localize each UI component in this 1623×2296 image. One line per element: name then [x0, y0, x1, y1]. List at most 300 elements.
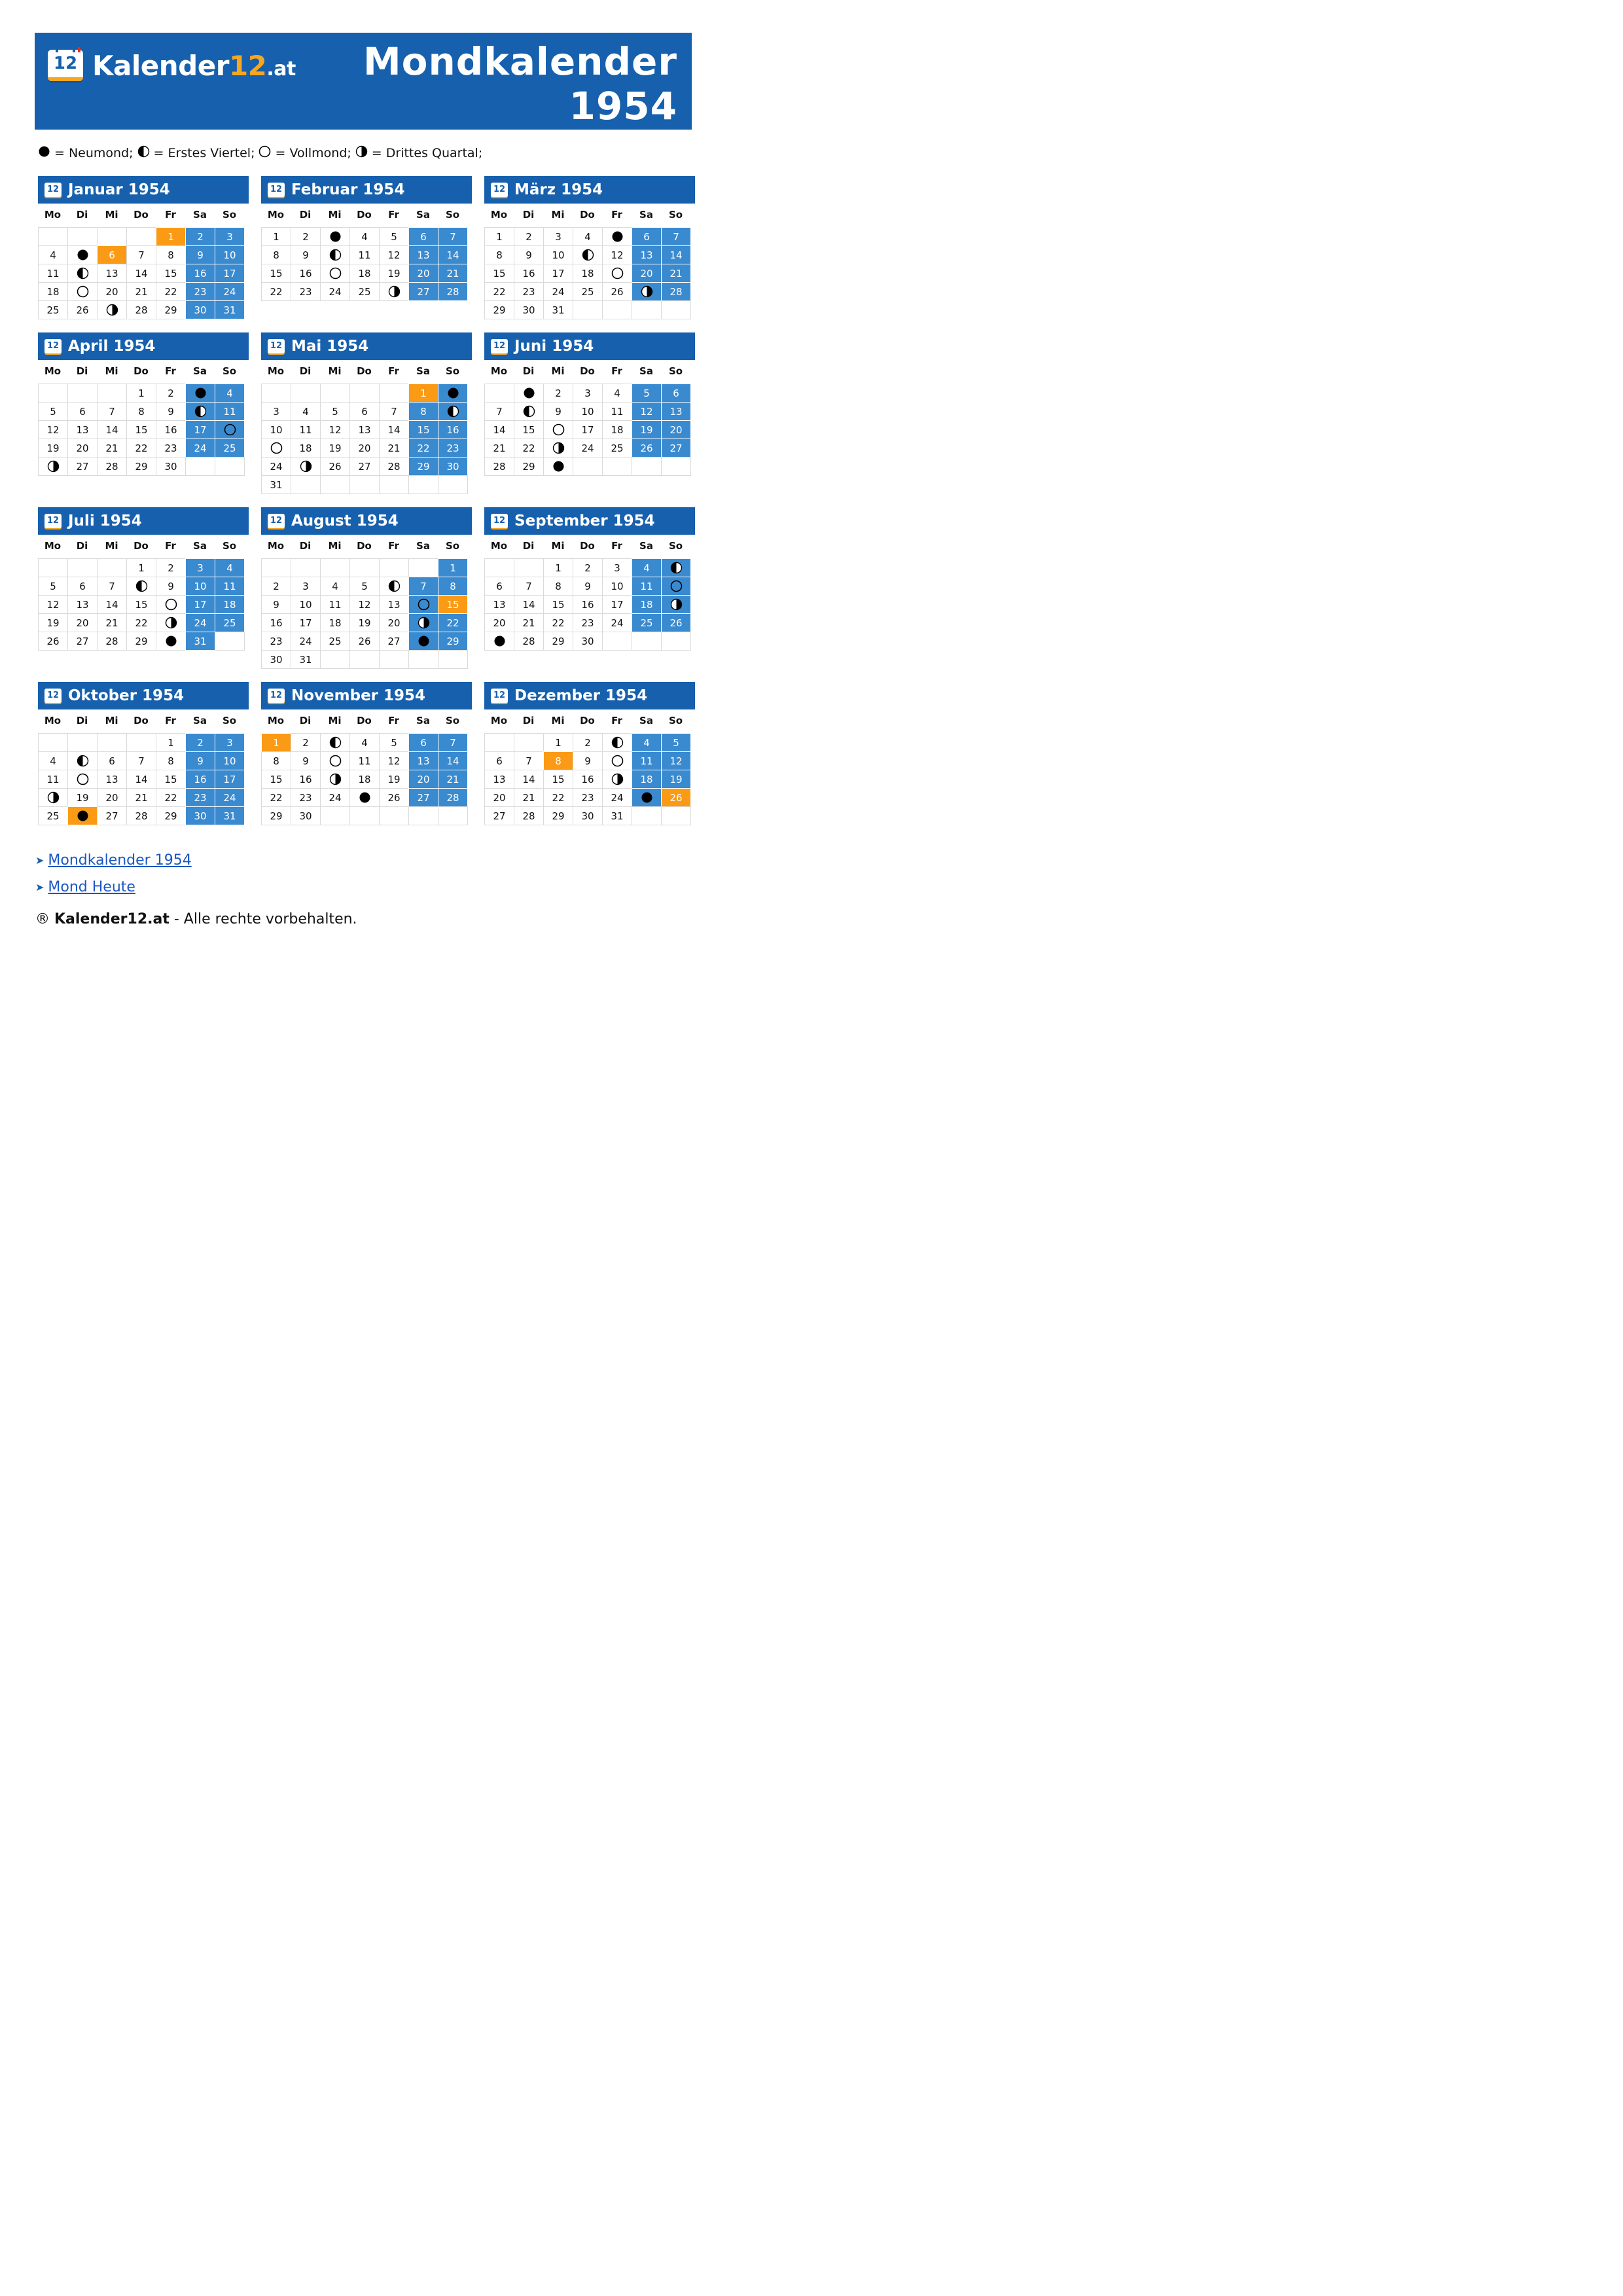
day-cell: 21 [438, 264, 468, 283]
day-cell: 16 [185, 770, 215, 789]
day-cell [156, 595, 186, 614]
day-cell: 24 [543, 282, 573, 301]
day-cell: 14 [514, 770, 544, 789]
day-cell: 9 [543, 402, 573, 421]
month-header [261, 507, 472, 535]
day-cell: 10 [602, 577, 632, 596]
weekday-label: Mo [490, 540, 508, 552]
calendar-icon: 12 [491, 514, 508, 528]
day-cell: 23 [291, 282, 321, 301]
empty-day-cell [661, 806, 691, 825]
day-cell: 7 [97, 577, 127, 596]
day-cell: 20 [67, 439, 98, 457]
empty-day-cell [67, 558, 98, 577]
weekday-label: Do [134, 540, 149, 552]
day-cell: 5 [661, 733, 691, 752]
day-cell: 21 [97, 613, 127, 632]
day-cell: 2 [543, 384, 573, 403]
day-cell [543, 457, 573, 476]
day-cell: 14 [379, 420, 409, 439]
empty-day-cell [379, 650, 409, 669]
weekday-label: Sa [416, 365, 430, 377]
day-cell: 10 [261, 420, 291, 439]
weekday-header [261, 709, 472, 732]
day-cell: 30 [185, 300, 215, 319]
empty-day-cell [97, 227, 127, 246]
day-cell: 1 [126, 384, 156, 403]
day-cell [67, 282, 98, 301]
day-cell: 2 [291, 733, 321, 752]
day-cell [661, 558, 691, 577]
day-cell: 10 [185, 577, 215, 596]
empty-day-cell [632, 457, 662, 476]
weekday-label: So [445, 365, 460, 377]
day-cell: 22 [261, 788, 291, 807]
weekday-label: So [668, 715, 683, 726]
day-cell: 6 [408, 227, 438, 246]
weekday-header [38, 360, 249, 382]
weekday-label: Do [134, 209, 149, 221]
day-cell: 29 [156, 806, 186, 825]
weekday-label: Di [299, 365, 312, 377]
empty-day-cell [379, 475, 409, 494]
day-cell: 9 [514, 245, 544, 264]
weekday-label: Sa [193, 715, 207, 726]
day-cell: 5 [349, 577, 380, 596]
day-cell: 14 [661, 245, 691, 264]
day-cell: 20 [408, 770, 438, 789]
weekday-header [38, 535, 249, 557]
empty-day-cell [67, 227, 98, 246]
day-cell: 27 [67, 457, 98, 476]
day-cell: 11 [38, 770, 68, 789]
empty-day-cell [661, 300, 691, 319]
full-moon-icon [611, 267, 624, 279]
day-cell: 19 [379, 770, 409, 789]
weekday-label: Mo [44, 715, 62, 726]
day-cell: 22 [438, 613, 468, 632]
day-cell [602, 770, 632, 789]
day-cell: 1 [438, 558, 468, 577]
empty-day-cell [291, 475, 321, 494]
day-cell: 12 [379, 751, 409, 770]
calendar-icon: 12 [268, 183, 285, 197]
day-cell: 7 [408, 577, 438, 596]
day-cell: 7 [126, 245, 156, 264]
day-cell [185, 384, 215, 403]
calendar-icon: 12 [491, 339, 508, 353]
weekday-label: Mi [551, 540, 565, 552]
day-cell [320, 770, 350, 789]
empty-day-cell [408, 475, 438, 494]
month-title: September 1954 [514, 512, 655, 529]
day-cell: 1 [261, 733, 291, 752]
empty-day-cell [38, 384, 68, 403]
weekday-label: Mo [44, 365, 62, 377]
day-cell: 17 [602, 595, 632, 614]
day-cell: 7 [484, 402, 514, 421]
empty-day-cell [349, 650, 380, 669]
day-cell: 20 [97, 788, 127, 807]
day-cell: 20 [484, 613, 514, 632]
empty-day-cell [661, 457, 691, 476]
day-grid [484, 733, 695, 825]
weekday-label: So [222, 540, 237, 552]
day-grid [484, 227, 695, 319]
empty-day-cell [97, 384, 127, 403]
day-cell: 24 [215, 788, 245, 807]
day-cell [484, 632, 514, 651]
full-moon-icon [552, 423, 565, 436]
day-grid [484, 384, 695, 475]
day-cell: 3 [291, 577, 321, 596]
footer-text: - Alle rechte vorbehalten. [169, 911, 357, 927]
day-cell: 27 [408, 282, 438, 301]
month-header [261, 682, 472, 709]
day-cell: 25 [38, 806, 68, 825]
day-grid [261, 227, 472, 300]
empty-day-cell [514, 558, 544, 577]
day-cell: 25 [215, 439, 245, 457]
day-cell: 17 [543, 264, 573, 283]
day-cell: 5 [379, 227, 409, 246]
day-cell: 25 [349, 282, 380, 301]
weekday-label: Fr [165, 540, 176, 552]
weekday-label: Mi [551, 715, 565, 726]
link-mondkalender[interactable]: Mondkalender 1954 [48, 852, 192, 869]
last-quarter-icon [552, 442, 565, 454]
day-cell: 21 [514, 788, 544, 807]
day-cell [215, 420, 245, 439]
weekday-label: Mo [267, 209, 285, 221]
first-quarter-icon [329, 249, 342, 261]
day-cell: 20 [408, 264, 438, 283]
day-cell: 18 [632, 770, 662, 789]
weekday-label: Sa [639, 715, 653, 726]
site-logo[interactable] [48, 47, 296, 84]
weekday-header [261, 204, 472, 226]
empty-day-cell [484, 558, 514, 577]
weekday-label: Sa [639, 540, 653, 552]
day-cell: 9 [185, 245, 215, 264]
new-moon-icon [194, 387, 207, 399]
day-cell: 4 [349, 227, 380, 246]
day-cell [38, 788, 68, 807]
empty-day-cell [185, 457, 215, 476]
first-quarter-icon [77, 755, 89, 767]
full-moon-icon [329, 267, 342, 279]
month-title: April 1954 [68, 338, 156, 355]
day-cell: 24 [185, 439, 215, 457]
day-cell: 4 [632, 558, 662, 577]
day-cell [379, 577, 409, 596]
day-cell: 15 [543, 770, 573, 789]
day-cell: 23 [291, 788, 321, 807]
empty-day-cell [349, 384, 380, 403]
empty-day-cell [408, 558, 438, 577]
full-moon-icon [329, 755, 342, 767]
day-cell: 3 [215, 733, 245, 752]
weekday-label: Di [76, 209, 88, 221]
day-cell: 26 [379, 788, 409, 807]
first-quarter-icon [447, 405, 459, 418]
link-mond-heute[interactable]: Mond Heute [48, 879, 135, 895]
weekday-label: Fr [165, 209, 176, 221]
day-cell [291, 457, 321, 476]
day-cell: 20 [632, 264, 662, 283]
day-cell: 15 [126, 595, 156, 614]
day-cell: 20 [379, 613, 409, 632]
first-quarter-icon [77, 267, 89, 279]
month-header [261, 176, 472, 204]
last-quarter-icon [418, 617, 430, 629]
day-cell: 13 [484, 770, 514, 789]
full-moon-icon [259, 145, 271, 161]
day-cell: 7 [379, 402, 409, 421]
new-moon-icon [359, 791, 371, 804]
weekday-label: Mo [44, 209, 62, 221]
legend-label: = Erstes Viertel; [153, 146, 255, 160]
day-cell: 22 [126, 439, 156, 457]
empty-day-cell [602, 457, 632, 476]
day-cell: 23 [573, 613, 603, 632]
month-header [38, 332, 249, 360]
weekday-header [484, 709, 695, 732]
empty-day-cell [349, 558, 380, 577]
day-cell: 14 [438, 245, 468, 264]
weekday-header [38, 204, 249, 226]
day-cell: 22 [543, 788, 573, 807]
day-cell: 1 [543, 733, 573, 752]
title-line-1: Mondkalender [363, 39, 677, 84]
weekday-label: So [445, 209, 460, 221]
day-cell: 12 [379, 245, 409, 264]
weekday-label: Di [299, 715, 312, 726]
day-cell: 13 [379, 595, 409, 614]
day-cell: 5 [38, 402, 68, 421]
day-cell: 23 [156, 439, 186, 457]
footer-brand: Kalender12.at [54, 911, 169, 927]
day-cell: 7 [438, 227, 468, 246]
day-cell: 8 [156, 751, 186, 770]
day-cell: 29 [543, 806, 573, 825]
day-cell [320, 733, 350, 752]
day-cell: 27 [661, 439, 691, 457]
month-header [261, 332, 472, 360]
empty-day-cell [661, 632, 691, 651]
empty-day-cell [215, 457, 245, 476]
last-quarter-icon [47, 460, 60, 473]
weekday-label: Sa [416, 209, 430, 221]
first-quarter-icon [135, 580, 148, 592]
day-cell: 2 [573, 558, 603, 577]
last-quarter-icon [641, 285, 653, 298]
empty-day-cell [291, 384, 321, 403]
day-cell: 7 [438, 733, 468, 752]
day-cell: 17 [185, 420, 215, 439]
full-moon-icon [77, 285, 89, 298]
day-cell: 8 [543, 577, 573, 596]
day-cell [379, 282, 409, 301]
day-cell [320, 227, 350, 246]
day-cell: 28 [514, 632, 544, 651]
day-cell: 11 [632, 751, 662, 770]
day-cell: 13 [408, 245, 438, 264]
weekday-label: Sa [193, 365, 207, 377]
day-cell: 8 [261, 245, 291, 264]
empty-day-cell [379, 806, 409, 825]
month-title: Juni 1954 [514, 338, 594, 355]
day-cell: 21 [379, 439, 409, 457]
full-moon-icon [270, 442, 283, 454]
weekday-label: Di [522, 540, 535, 552]
day-cell: 7 [661, 227, 691, 246]
day-cell: 30 [438, 457, 468, 476]
day-cell: 31 [602, 806, 632, 825]
day-cell: 6 [349, 402, 380, 421]
day-cell: 2 [185, 733, 215, 752]
day-cell: 14 [514, 595, 544, 614]
day-cell: 10 [215, 751, 245, 770]
day-cell: 11 [632, 577, 662, 596]
first-quarter-icon [582, 249, 594, 261]
title-line-2: 1954 [569, 84, 677, 128]
day-cell: 7 [126, 751, 156, 770]
day-grid [38, 558, 249, 650]
weekday-label: Do [357, 209, 372, 221]
day-cell: 18 [573, 264, 603, 283]
weekday-label: Fr [611, 365, 622, 377]
empty-day-cell [602, 632, 632, 651]
weekday-label: Sa [639, 365, 653, 377]
day-cell: 4 [349, 733, 380, 752]
registered-icon: ® [35, 911, 50, 927]
first-quarter-icon [137, 145, 150, 161]
day-cell: 2 [261, 577, 291, 596]
day-cell: 13 [408, 751, 438, 770]
day-cell: 3 [573, 384, 603, 403]
month-header [484, 176, 695, 204]
day-cell: 15 [484, 264, 514, 283]
day-cell: 7 [514, 577, 544, 596]
weekday-label: So [668, 540, 683, 552]
first-quarter-icon [523, 405, 535, 418]
day-cell: 9 [185, 751, 215, 770]
empty-day-cell [438, 650, 468, 669]
day-cell: 16 [261, 613, 291, 632]
weekday-label: Mo [490, 715, 508, 726]
day-cell: 27 [349, 457, 380, 476]
empty-day-cell [320, 650, 350, 669]
calendar-icon: 12 [45, 183, 62, 197]
day-cell: 10 [573, 402, 603, 421]
day-cell: 24 [185, 613, 215, 632]
day-cell: 4 [215, 558, 245, 577]
day-grid [261, 384, 472, 493]
day-cell: 21 [514, 613, 544, 632]
day-cell: 26 [349, 632, 380, 651]
new-moon-icon [329, 230, 342, 243]
day-cell: 4 [291, 402, 321, 421]
weekday-label: Do [580, 209, 595, 221]
weekday-label: Fr [388, 540, 399, 552]
day-cell: 23 [261, 632, 291, 651]
day-cell: 2 [573, 733, 603, 752]
day-cell: 28 [438, 788, 468, 807]
day-cell: 18 [291, 439, 321, 457]
day-cell: 16 [573, 770, 603, 789]
day-cell: 11 [349, 751, 380, 770]
day-cell [97, 300, 127, 319]
day-cell [67, 245, 98, 264]
empty-day-cell [632, 300, 662, 319]
day-cell: 3 [602, 558, 632, 577]
last-quarter-icon [388, 285, 401, 298]
day-cell: 22 [156, 788, 186, 807]
day-cell: 19 [67, 788, 98, 807]
day-cell: 28 [97, 457, 127, 476]
day-grid [484, 558, 695, 650]
day-cell: 19 [320, 439, 350, 457]
weekday-label: Fr [611, 715, 622, 726]
weekday-label: Di [522, 209, 535, 221]
weekday-label: Di [76, 715, 88, 726]
month-title: Juli 1954 [68, 512, 142, 529]
weekday-label: Mo [267, 365, 285, 377]
day-cell: 28 [438, 282, 468, 301]
day-cell: 2 [514, 227, 544, 246]
day-cell: 23 [185, 788, 215, 807]
day-cell [602, 227, 632, 246]
day-cell: 21 [438, 770, 468, 789]
day-cell: 22 [484, 282, 514, 301]
day-cell: 29 [438, 632, 468, 651]
day-cell: 22 [156, 282, 186, 301]
first-quarter-icon [670, 562, 683, 574]
month-title: August 1954 [291, 512, 399, 529]
day-cell: 6 [484, 751, 514, 770]
month-calendar [484, 176, 695, 319]
weekday-label: Di [299, 209, 312, 221]
day-cell: 2 [156, 384, 186, 403]
weekday-label: Di [76, 365, 88, 377]
day-cell: 20 [661, 420, 691, 439]
day-cell: 12 [661, 751, 691, 770]
day-cell: 29 [514, 457, 544, 476]
day-cell: 14 [484, 420, 514, 439]
day-cell [514, 402, 544, 421]
empty-day-cell [38, 227, 68, 246]
weekday-label: Di [522, 715, 535, 726]
weekday-label: Fr [165, 715, 176, 726]
empty-day-cell [291, 558, 321, 577]
day-cell: 16 [514, 264, 544, 283]
day-cell: 18 [349, 264, 380, 283]
day-cell: 4 [215, 384, 245, 403]
day-cell: 30 [156, 457, 186, 476]
calendar-icon: 12 [45, 339, 62, 353]
weekday-label: So [668, 365, 683, 377]
day-cell: 14 [126, 264, 156, 283]
day-cell: 10 [215, 245, 245, 264]
empty-day-cell [349, 475, 380, 494]
day-cell [408, 613, 438, 632]
month-header [38, 682, 249, 709]
day-cell [349, 788, 380, 807]
day-cell: 25 [38, 300, 68, 319]
weekday-label: Mo [267, 540, 285, 552]
day-cell: 15 [408, 420, 438, 439]
